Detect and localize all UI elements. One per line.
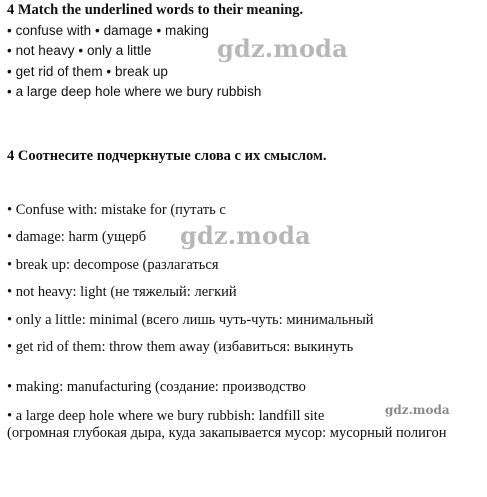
english-word-list-line-2: • not heavy • only a little xyxy=(7,43,152,58)
answer-item-large-deep-hole-translation: (огромная глубокая дыра, куда закапывается мусор: мусорный полигон xyxy=(7,425,447,441)
answer-item-get-rid-of-them: • get rid of them: throw them away (избавиться: выкинуть xyxy=(7,339,354,355)
answer-item-making: • making: manufacturing (создание: производство xyxy=(7,379,306,395)
watermark-middle: gdz.moda xyxy=(180,221,311,250)
answer-item-break-up: • break up: decompose (разлагаться xyxy=(7,257,219,273)
watermark-bottom: gdz.moda xyxy=(385,403,450,417)
watermark-top: gdz.moda xyxy=(217,34,348,63)
answer-item-damage: • damage: harm (ущерб xyxy=(7,229,147,245)
answer-item-large-deep-hole: • a large deep hole where we bury rubbish: landfill site xyxy=(7,408,325,424)
english-heading: 4 Match the underlined words to their meaning. xyxy=(7,2,304,18)
english-word-list-line-3: • get rid of them • break up xyxy=(7,64,168,79)
english-word-list-line-1: • confuse with • damage • making xyxy=(7,23,209,38)
russian-heading: 4 Соотнесите подчеркнутые слова с их смыслом. xyxy=(7,148,327,164)
answer-item-only-a-little: • only a little: minimal (всего лишь чуть-чуть: минимальный xyxy=(7,312,374,328)
answer-item-not-heavy: • not heavy: light (не тяжелый: легкий xyxy=(7,284,237,300)
english-word-list-line-4: • a large deep hole where we bury rubbish xyxy=(7,84,262,99)
answer-item-confuse-with: • Confuse with: mistake for (путать с xyxy=(7,202,226,218)
